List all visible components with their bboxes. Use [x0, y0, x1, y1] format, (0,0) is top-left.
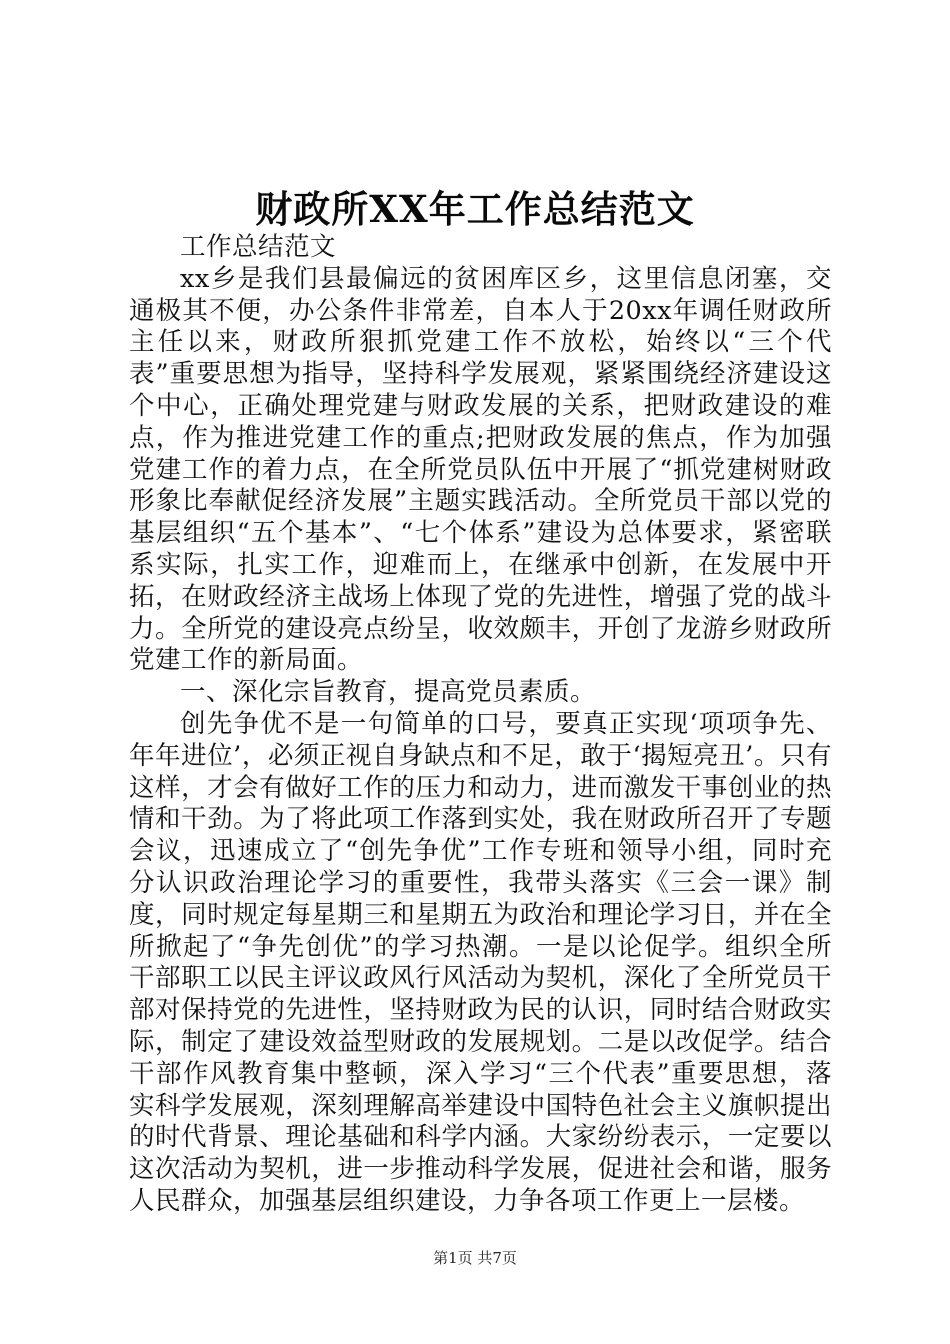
paragraph-section-heading: 一、深化宗旨教育，提高党员素质。	[180, 677, 597, 708]
document-title: 财政所XX年工作总结范文	[255, 187, 695, 231]
paragraph-intro: xx乡是我们县最偏远的贫困库区乡，这里信息闭塞，交通极其不便，办公条件非常差，自本人于20xx年调任财政所主任以来，财政所狠抓党建工作不放松，始终以“三个代表”重要思想为指导，坚持科学发展观，紧紧围绕经济建设这个中心，正确处理党建与财政发展的关系，把财政建设的难点，作为推进党建工作的重点;把财政发展的焦点，作为加强党建工作的着力点，在全所党员队伍中开展了“抓党建树财政形象比奉献促经济发展”主题实践活动。全所党员干部以党的基层组织“五个基本”、“七个体系”建设为总体要求，紧密联系实际，扎实工作，迎难而上，在继承中创新，在发展中开拓，在财政经济主战场上体现了党的先进性，增强了党的战斗力。全所党的建设亮点纷呈，收效颇丰，开创了龙游乡财政所党建工作的新局面。	[129, 263, 832, 676]
page-footer: 第1页 共7页	[433, 1249, 517, 1267]
paragraph-section-body: 创先争优不是一句简单的口号，要真正实现‘项项争先、年年进位’，必须正视自身缺点和不足，敢于‘揭短亮丑’。只有这样，才会有做好工作的压力和动力，进而激发干事创业的热情和干劲。为了将此项工作落到实处，我在财政所召开了专题会议，迅速成立了“创先争优”工作专班和领导小组，同时充分认识政治理论学习的重要性，我带头落实《三会一课》制度，同时规定每星期三和星期五为政治和理论学习日，并在全所掀起了“争先创优”的学习热潮。一是以论促学。组织全所干部职工以民主评议政风行风活动为契机，深化了全所党员干部对保持党的先进性，坚持财政为民的认识，同时结合财政实际，制定了建设效益型财政的发展规划。二是以改促学。结合干部作风教育集中整顿，深入学习“三个代表”重要思想，落实科学发展观，深刻理解高举建设中国特色社会主义旗帜提出的时代背景、理论基础和科学内涵。大家纷纷表示，一定要以这次活动为契机，进一步推动科学发展，促进社会和谐，服务人民群众，加强基层组织建设，力争各项工作更上一层楼。	[129, 708, 832, 1216]
paragraph-subtitle: 工作总结范文	[180, 232, 337, 262]
document-body	[129, 232, 832, 1218]
